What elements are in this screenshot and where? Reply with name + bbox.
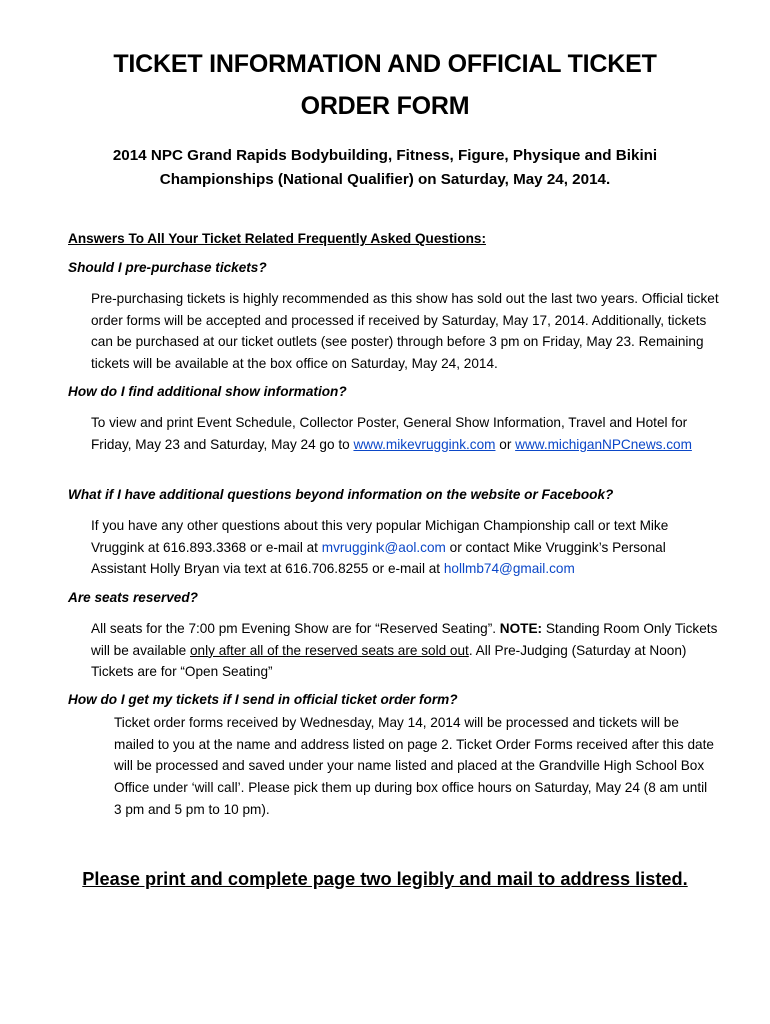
page-title-line-2: ORDER FORM xyxy=(300,92,470,120)
note-label: NOTE: xyxy=(499,621,543,636)
event-subtitle xyxy=(60,144,710,192)
faq-answer-seats xyxy=(91,618,721,683)
faq-question-order-form: How do I get my tickets if I send in official ticket order form? xyxy=(68,692,458,707)
mikevruggink-link[interactable]: www.mikevruggink.com xyxy=(353,436,496,452)
faq-question-preorder: Should I pre-purchase tickets? xyxy=(68,260,267,275)
faq-question-show-info: How do I find additional show information? xyxy=(68,384,347,399)
seats-text-b: Standing Room Only Tickets will be available xyxy=(91,621,718,658)
show-info-text: To view and print Event Schedule, Collector Poster, General Show Information, Travel and Hotel for Friday, May 23 and Saturday, May 24 go to xyxy=(91,415,688,452)
faq-heading: Answers To All Your Ticket Related Frequently Asked Questions: xyxy=(68,231,486,246)
additional-text-b: or contact Mike Vruggink’s Personal Assistant Holly Bryan via text at 616.706.8255 or e-mail at xyxy=(91,539,666,577)
event-subtitle-line-1: 2014 NPC Grand Rapids Bodybuilding, Fitness, Figure, Physique and Bikini xyxy=(112,147,658,164)
faq-question-additional: What if I have additional questions beyond information on the website or Facebook? xyxy=(68,487,614,502)
show-info-or: or xyxy=(495,436,516,452)
sold-out-condition: only after all of the reserved seats are sold out xyxy=(190,642,469,658)
faq-answer-order-form: Ticket order forms received by Wednesday, May 14, 2014 will be processed and tickets will be mailed to you at the name and address listed on page 2. Ticket Order Forms received after this date will be processed and saved under your name listed and placed at the Grandville High School Box Office under ‘will call’. Please pick them up during box office hours on Saturday, May 24 (8 am until 3 pm and 5 pm to 10 pm). xyxy=(114,715,714,817)
additional-text-a: If you have any other questions about this very popular Michigan Championship call or text Mike Vruggink at 616.893.3368 or e-mail at xyxy=(91,518,669,555)
faq-answer-show-info xyxy=(91,412,721,455)
event-subtitle-line-2: Championships (National Qualifier) on Saturday, May 24, 2014. xyxy=(159,171,611,188)
page-title-line-1: TICKET INFORMATION AND OFFICIAL TICKET xyxy=(113,50,657,78)
seats-text-a: All seats for the 7:00 pm Evening Show are for “Reserved Seating”. xyxy=(91,621,500,636)
seats-text-c: . All Pre-Judging (Saturday at Noon) Tickets are for “Open Seating” xyxy=(91,642,687,680)
faq-answer-preorder: Pre-purchasing tickets is highly recommended as this show has sold out the last two years. Official ticket order forms will be accepted and processed if received by Saturday, May 17, 2014. Additionally, tickets can be purchased at our ticket outlets (see poster) through before 3 pm on Friday, May 23. Remaining tickets will be available at the box office on Saturday, May 24, 2014. xyxy=(91,291,719,372)
faq-question-seats: Are seats reserved? xyxy=(68,590,198,605)
michigan-npc-news-link[interactable]: www.michiganNPCnews.com xyxy=(515,436,692,452)
mail-instructions: Please print and complete page two legibly and mail to address listed. xyxy=(82,869,688,889)
faq-answer-additional xyxy=(91,515,721,580)
hollmb74-email-link[interactable]: hollmb74@gmail.com xyxy=(443,561,575,577)
mvruggink-email-link[interactable]: mvruggink@aol.com xyxy=(321,539,446,555)
